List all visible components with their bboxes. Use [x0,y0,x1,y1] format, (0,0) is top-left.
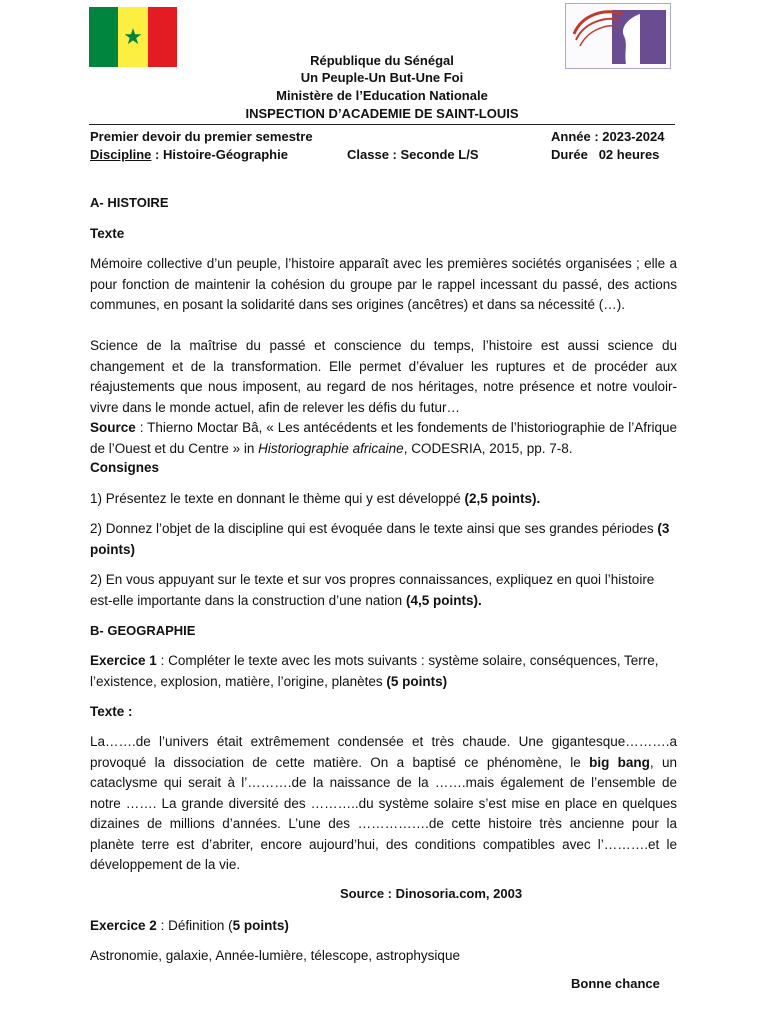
header-motto: Un Peuple-Un But-Une Foi [300,70,464,85]
question-1 [90,489,677,510]
exercise-2-label: Exercice 2 [90,918,157,933]
header-ministry: Ministère de l’Education Nationale [276,88,488,103]
header-divider [89,124,675,125]
question-3-points: (4,5 points). [405,592,482,608]
discipline-value: : Histoire-Géographie [151,147,288,162]
question-2 [90,519,677,560]
section-histoire-heading: A- HISTOIRE [90,195,169,210]
discipline-line [90,147,288,162]
question-2-points: (3 points) [90,521,670,557]
exercise-1-label: Exercice 1 [90,653,157,668]
histoire-source [90,418,677,459]
fill-in-text-end: , un cataclysme qui serait à l’……….de la naissance de la …….mais également de l’ensemble de notre ……. La grande diversité des ………..du système solaire s’est mise en place en quelques dizaines de millions d’années. L’une des …………….de cette histoire très ancienne pour la planète terre est d’abriter, encore aujourd’hui, des conditions compatibles avec l’……….et le développement de la vie. [90,754,677,872]
exercise-1-instructions [90,651,677,692]
geographie-source: Source : Dinosoria.com, 2003 [340,886,523,901]
exercise-2-terms: Astronomie, galaxie, Année-lumière, télescope, astrophysique [90,948,460,963]
geographie-texte-label: Texte : [90,704,133,719]
exercise-2-text: : Définition ( [156,918,233,933]
discipline-label: Discipline [90,147,152,162]
source-citation: : Thierno Moctar Bâ, « Les antécédents et les fondements de l’historiographie de l’Afrique de l’Ouest et du Centre » in [90,420,677,456]
exercise-1-text: : Compléter le texte avec les mots suivants : système solaire, conséquences, Terre, l’existence, explosion, matière, l’origine, planètes [90,653,659,689]
star-icon: ★ [123,24,143,49]
source-book-title: Historiographie africaine [258,440,404,456]
question-2-text: 2) Donnez l’objet de la discipline qui est évoquée dans le texte ainsi que ses grandes périodes [90,521,658,536]
duration-label: Durée [551,147,588,162]
exercise-2-points: 5 points) [232,918,289,933]
question-1-text: 1) Présentez le texte en donnant le thème qui y est développé [90,491,465,506]
histoire-paragraph-2: Science de la maîtrise du passé et conscience du temps, l’histoire est aussi science du changement et de la transformation. Elle permet d’évaluer les ruptures et de procéder aux réajustements que nous imposent, au regard de nos héritages, notre présence et notre vouloir- vivre dans le monde actuel, afin de relever les défis du futur… [90,338,677,415]
duration-line [551,147,659,162]
devoir-title: Premier devoir du premier semestre [90,129,313,144]
histoire-texte-label: Texte [90,226,125,241]
question-1-points: (2,5 points). [464,491,541,506]
header-inspection: INSPECTION D’ACADEMIE DE SAINT-LOUIS [245,106,519,121]
duration-value: 02 heures [598,147,660,162]
question-3-text: 2) En vous appuyant sur le texte et sur vos propres connaissances, expliquez en quoi l’histoire est-elle importante dans la construction d’une nation [90,572,655,608]
exercise-2-instructions [90,916,677,937]
question-3 [90,570,677,611]
closing-remark: Bonne chance [571,976,660,991]
big-bang-term: big bang [589,754,650,770]
histoire-paragraph-1: Mémoire collective d’un peuple, l’histoire apparaît avec les premières sociétés organisées ; elle a pour fonction de maintenir la cohésion du groupe par le rappel incessant du passé, des actions communes, en posant la solidarité dans ses origines (ancêtres) et dans sa nécessité (…). [90,256,677,312]
source-label: Source [90,420,136,435]
section-geographie-heading: B- GEOGRAPHIE [90,623,196,638]
geographie-fill-in-paragraph [90,732,677,876]
school-year: Année : 2023-2024 [551,129,665,144]
fill-in-text-start: La…….de l’univers était extrêmement condensée et très chaude. Une gigantesque……….a provoqué la dissociation de cette matière. On a baptisé ce phénomène, le [90,734,677,770]
consignes-label: Consignes [90,460,160,475]
exercise-1-points: (5 points) [386,673,448,689]
header-republic: République du Sénégal [310,53,454,68]
source-publisher: , CODESRIA, 2015, pp. 7-8. [403,440,573,456]
class-level: Classe : Seconde L/S [347,147,479,162]
